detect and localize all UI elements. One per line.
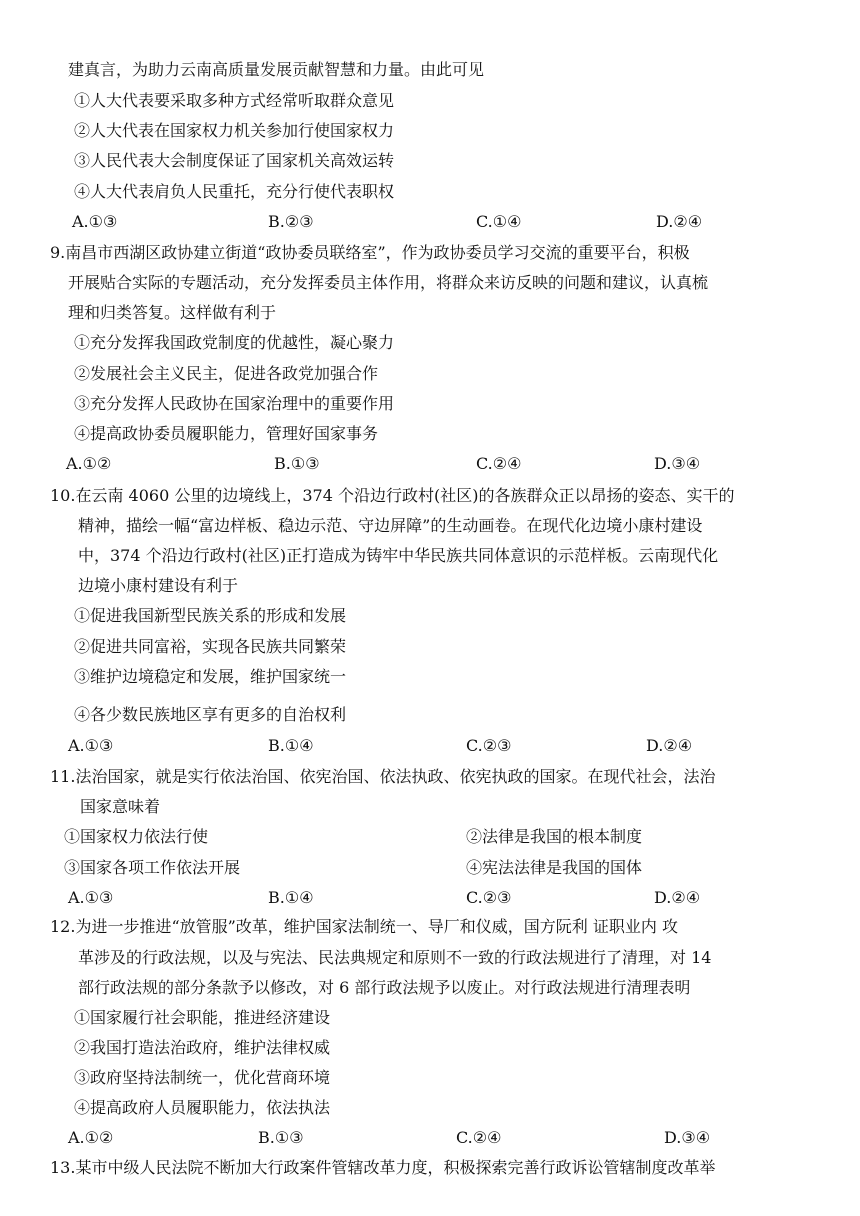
q8-item-3: ③人民代表大会制度保证了国家机关高效运转 [74,151,395,170]
q12-item-3: ③政府坚持法制统一，优化营商环境 [74,1068,331,1087]
q10-item-3: ③维护边境稳定和发展，维护国家统一 [74,667,347,686]
q11-choice-b: B.①④ [268,888,314,907]
q10-item-4: ④各少数民族地区享有更多的自治权利 [74,705,347,724]
q10-choice-d: D.②④ [646,736,693,755]
q12-item-2: ②我国打造法治政府，维护法律权威 [74,1038,331,1057]
q10-choice-a: A.①③ [68,736,114,755]
q9-choice-d: D.③④ [654,454,701,473]
q9-stem-line-3: 理和归类答复。这样做有利于 [68,303,277,322]
q11-stem-line-2: 国家意味着 [80,797,161,816]
q12-choice-d: D.③④ [664,1128,711,1147]
q11-choice-d: D.②④ [654,888,701,907]
q8-choice-d: D.②④ [656,212,703,231]
q10-choice-b: B.①④ [268,736,314,755]
q9-item-1: ①充分发挥我国政党制度的优越性，凝心聚力 [74,333,395,352]
q10-stem-line-2: 精神，描绘一幅“富边样板、稳边示范、守边屏障”的生动画卷。在现代化边境小康村建设 [78,516,703,535]
q11-item-1: ①国家权力依法行使 [64,827,209,846]
q11-choice-c: C.②③ [466,888,512,907]
q8-choice-a: A.①③ [72,212,118,231]
q8-item-4: ④人大代表肩负人民重托，充分行使代表职权 [74,182,395,201]
q8-item-1: ①人大代表要采取多种方式经常听取群众意见 [74,91,395,110]
q9-choice-b: B.①③ [274,454,320,473]
q10-item-2: ②促进共同富裕，实现各民族共同繁荣 [74,637,347,656]
q8-item-2: ②人大代表在国家权力机关参加行使国家权力 [74,121,395,140]
q12-stem-line-2: 革涉及的行政法规，以及与宪法、民法典规定和原则不一致的行政法规进行了清理，对 14 [78,948,712,967]
q9-item-3: ③充分发挥人民政协在国家治理中的重要作用 [74,394,395,413]
q11-item-3: ③国家各项工作依法开展 [64,858,241,877]
q10-stem-line-1: 10.在云南 4060 公里的边境线上，374 个沿边行政村(社区)的各族群众正以昂扬的姿态、实干的 [50,486,735,505]
q9-item-2: ②发展社会主义民主，促进各政党加强合作 [74,364,379,383]
q8-choice-c: C.①④ [476,212,522,231]
q11-stem-line-1: 11.法治国家，就是实行依法治国、依宪治国、依法执政、依宪执政的国家。在现代社会，法治 [50,767,716,786]
q12-item-4: ④提高政府人员履职能力，依法执法 [74,1098,331,1117]
q9-item-4: ④提高政协委员履职能力，管理好国家事务 [74,424,379,443]
q8-choice-b: B.②③ [268,212,314,231]
q9-choice-a: A.①② [66,454,112,473]
q11-item-2: ②法律是我国的根本制度 [466,827,643,846]
q9-stem-line-2: 开展贴合实际的专题活动，充分发挥委员主体作用，将群众来访反映的问题和建议，认真梳 [68,273,709,292]
q9-stem-line-1: 9.南昌市西湖区政协建立街道“政协委员联络室”，作为政协委员学习交流的重要平台，积极 [50,243,690,262]
q9-choice-c: C.②④ [476,454,522,473]
q11-item-4: ④宪法法律是我国的国体 [466,858,643,877]
q12-stem-line-1: 12.为进一步推进“放管服”改革，维护国家法制统一、导厂和仪威，国方阮利 证职业内 攻 [50,917,678,936]
q10-item-1: ①促进我国新型民族关系的形成和发展 [74,606,347,625]
q10-choice-c: C.②③ [466,736,512,755]
q12-item-1: ①国家履行社会职能，推进经济建设 [74,1008,331,1027]
q12-stem-line-3: 部行政法规的部分条款予以修改，对 6 部行政法规予以废止。对行政法规进行清理表明 [78,978,691,997]
q10-stem-line-3: 中，374 个沿边行政村(社区)正打造成为铸牢中华民族共同体意识的示范样板。云南现代化 [78,546,719,565]
q12-choice-c: C.②④ [456,1128,502,1147]
q11-choice-a: A.①③ [68,888,114,907]
q13-stem-line-1: 13.某市中级人民法院不断加大行政案件管辖改革力度，积极探索完善行政诉讼管辖制度改革举 [50,1158,716,1177]
q12-choice-b: B.①③ [258,1128,304,1147]
q12-choice-a: A.①② [68,1128,114,1147]
q10-stem-line-4: 边境小康村建设有利于 [78,576,239,595]
q8-stem-line: 建真言，为助力云南高质量发展贡献智慧和力量。由此可见 [68,60,485,79]
